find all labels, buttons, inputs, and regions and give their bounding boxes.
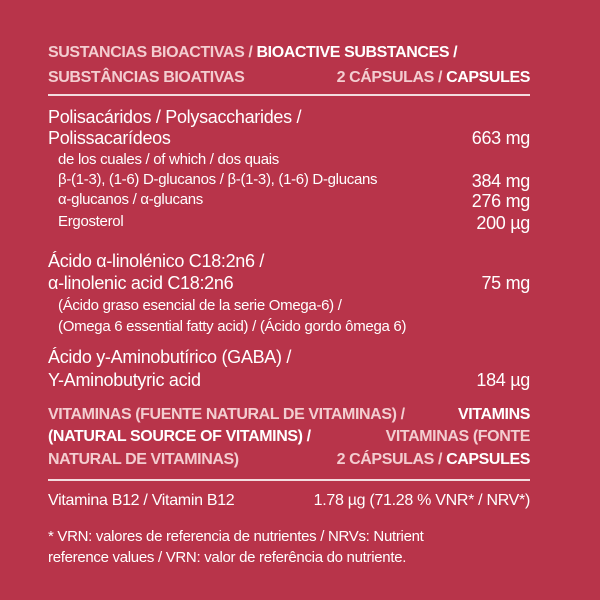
nutrient-value: 200 µg — [476, 213, 530, 233]
heading-pt: SUBSTÂNCIAS BIOATIVAS — [48, 69, 245, 86]
linolenic-note-2: (Omega 6 essential fatty acid) / (Ácido gordo ômega 6) — [58, 318, 407, 335]
vitamin-b12-value: 1.78 µg (71.28 % VNR* / NRV*) — [313, 492, 530, 509]
dose-es: 2 CÁPSULAS / — [336, 69, 447, 86]
vitamins-heading-line3 — [48, 449, 530, 471]
polysaccharides-label-1: Polisacáridos / Polysaccharides / — [48, 107, 302, 127]
heading-en: BIOACTIVE SUBSTANCES / — [256, 44, 458, 61]
heading-en: VITAMINS — [457, 406, 530, 423]
footnote-line-2: reference values / VRN: valor de referência do nutriente. — [48, 549, 407, 566]
vitamins-heading-line2 — [48, 426, 530, 448]
gaba-value: 184 µg — [476, 370, 530, 390]
vitamins-heading-line1 — [48, 404, 530, 426]
divider — [48, 94, 530, 96]
heading-pt: NATURAL DE VITAMINAS) — [48, 451, 239, 468]
nutrient-row — [48, 190, 530, 210]
polysaccharides-label-2: Polissacarídeos — [48, 128, 171, 148]
gaba-label-1: Ácido y-Aminobutírico (GABA) / — [48, 347, 292, 367]
nutrient-row — [48, 170, 530, 190]
linolenic-row — [48, 272, 530, 294]
bioactive-heading-line1 — [48, 42, 530, 64]
nutrient-value: 384 mg — [471, 171, 530, 191]
gaba-label-2: Y-Aminobutyric acid — [48, 370, 201, 390]
polysaccharides-row — [48, 127, 530, 149]
of-which-label: de los cuales / of which / dos quais — [58, 151, 279, 168]
heading-es: SUSTANCIAS BIOACTIVAS / — [48, 44, 257, 61]
linolenic-label-2: α-linolenic acid C18:2n6 — [48, 273, 234, 293]
linolenic-label-1: Ácido α-linolénico C18:2n6 / — [48, 251, 265, 271]
nutrient-label: α-glucanos / α-glucans — [58, 191, 203, 208]
dose-en: CAPSULES — [446, 69, 530, 86]
nutrient-row — [48, 212, 530, 232]
heading-es: VITAMINAS (FUENTE NATURAL DE VITAMINAS) / — [48, 406, 405, 423]
vitamin-b12-row — [48, 490, 530, 512]
nutrient-value: 276 mg — [471, 191, 530, 211]
heading-en: (NATURAL SOURCE OF VITAMINS) / — [48, 428, 311, 445]
gaba-row — [48, 369, 530, 391]
linolenic-note-1: (Ácido graso esencial de la serie Omega-6) / — [58, 297, 342, 314]
footnote-line-1: * VRN: valores de referencia de nutrientes / NRVs: Nutrient — [48, 528, 424, 545]
vitamin-b12-label: Vitamina B12 / Vitamin B12 — [48, 492, 235, 509]
dose-en: CAPSULES — [446, 451, 530, 468]
dose-es: 2 CÁPSULAS / — [336, 451, 447, 468]
nutrient-label: Ergosterol — [58, 213, 124, 230]
heading-pt: VITAMINAS (FONTE — [385, 428, 530, 445]
bioactive-heading-line2 — [48, 67, 530, 89]
divider — [48, 479, 530, 481]
linolenic-value: 75 mg — [481, 273, 530, 293]
polysaccharides-value: 663 mg — [471, 128, 530, 148]
nutrient-label: β-(1-3), (1-6) D-glucanos / β-(1-3), (1-6) D-glucans — [58, 171, 378, 188]
